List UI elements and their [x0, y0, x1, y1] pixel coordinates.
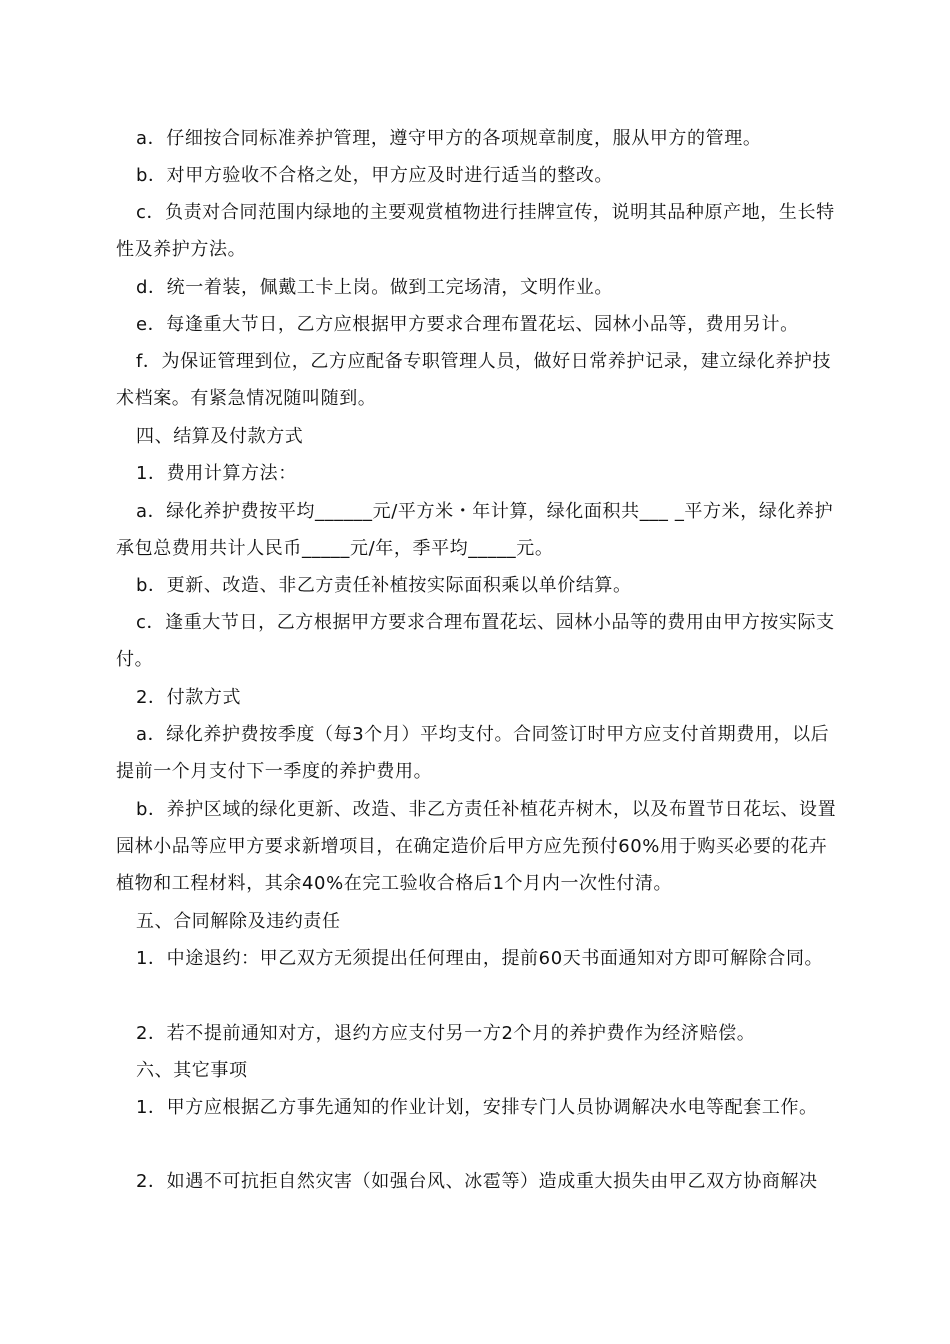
- paragraph: b．更新、改造、非乙方责任补植按实际面积乘以单价结算。: [136, 575, 632, 596]
- paragraph: c．逢重大节日，乙方根据甲方要求合理布置花坛、园林小品等的费用由甲方按实际支付。: [116, 612, 835, 670]
- section-heading: 五、合同解除及违约责任: [136, 911, 341, 932]
- paragraph: 1．费用计算方法：: [136, 463, 297, 484]
- paragraph: b．对甲方验收不合格之处，甲方应及时进行适当的整改。: [136, 165, 614, 186]
- paragraph: c．负责对合同范围内绿地的主要观赏植物进行挂牌宣传，说明其品种原产地，生长特性及养护方法。: [116, 202, 835, 260]
- paragraph: a．绿化养护费按季度（每3个月）平均支付。合同签订时甲方应支付首期费用，以后提前一个月支付下一季度的养护费用。: [116, 724, 830, 782]
- paragraph: 2．付款方式: [136, 687, 242, 708]
- section-heading: 四、结算及付款方式: [136, 426, 304, 447]
- paragraph: f．为保证管理到位，乙方应配备专职管理人员，做好日常养护记录，建立绿化养护技术档案。有紧急情况随叫随到。: [116, 351, 832, 409]
- section-heading: 六、其它事项: [136, 1060, 248, 1081]
- paragraph: a．仔细按合同标准养护管理，遵守甲方的各项规章制度，服从甲方的管理。: [136, 128, 762, 149]
- paragraph: 1．中途退约：甲乙双方无须提出任何理由，提前60天书面通知对方即可解除合同。: [136, 948, 824, 969]
- paragraph: d．统一着装，佩戴工卡上岗。做到工完场清，文明作业。: [136, 277, 614, 298]
- paragraph: e．每逢重大节日，乙方应根据甲方要求合理布置花坛、园林小品等，费用另计。: [136, 314, 799, 335]
- paragraph: a．绿化养护费按平均______元/平方米・年计算，绿化面积共___ _平方米，绿化养护承包总费用共计人民币_____元/年，季平均_____元。: [116, 501, 834, 559]
- paragraph: b．养护区域的绿化更新、改造、非乙方责任补植花卉树木，以及布置节日花坛、设置园林小品等应甲方要求新增项目，在确定造价后甲方应先预付60%用于购买必要的花卉植物和工程材料，其余40%在完工验收合格后1个月内一次性付清。: [116, 799, 837, 894]
- paragraph: 2．若不提前通知对方，退约方应支付另一方2个月的养护费作为经济赔偿。: [136, 1023, 756, 1044]
- paragraph: 2．如遇不可抗拒自然灾害（如强台风、冰雹等）造成重大损失由甲乙双方协商解决: [136, 1171, 818, 1192]
- paragraph: 1．甲方应根据乙方事先通知的作业计划，安排专门人员协调解决水电等配套工作。: [136, 1097, 818, 1118]
